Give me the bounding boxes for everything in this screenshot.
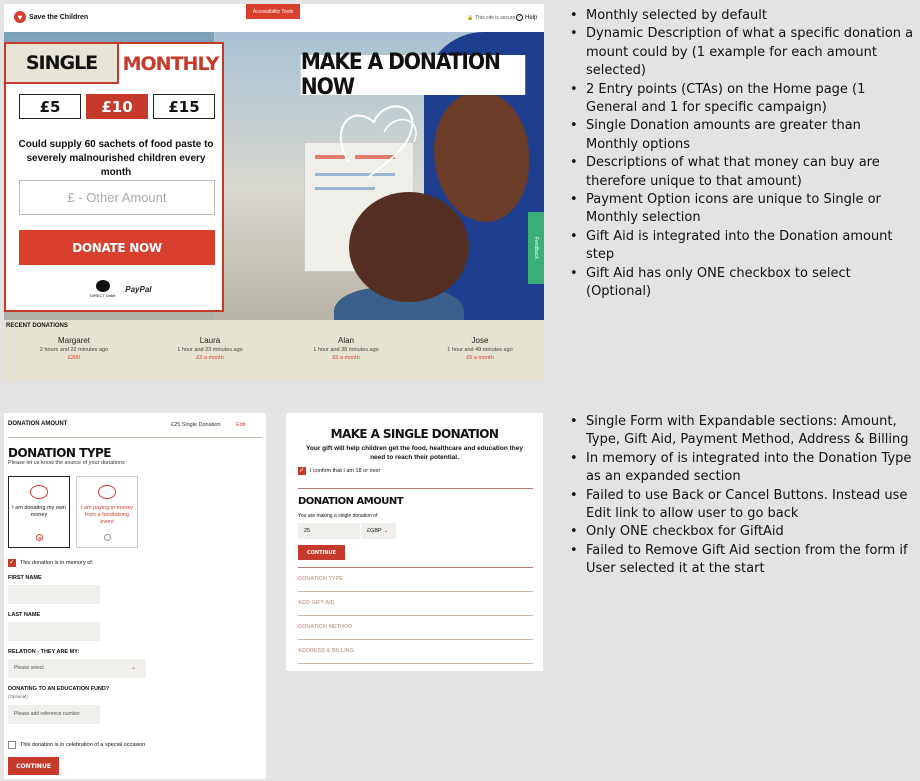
continue-button[interactable]: CONTINUE xyxy=(298,545,345,560)
divider xyxy=(298,615,533,616)
note-item: • Failed to use Back or Cancel Buttons. Instead use Edit link to allow user to go back xyxy=(570,487,916,524)
site-header xyxy=(4,4,544,32)
divider xyxy=(298,591,533,592)
age-confirm-label: I confirm that I am 18 or over xyxy=(310,468,381,474)
relation-select-value: Please select xyxy=(14,665,44,671)
option-own-money[interactable] xyxy=(8,476,70,548)
divider xyxy=(298,488,533,489)
currency-value: £GBP xyxy=(367,528,382,534)
frequency-tabs xyxy=(6,44,222,84)
divider xyxy=(298,567,533,568)
note-item: • Payment Option icons are unique to Single or Monthly selection xyxy=(570,191,916,228)
piggy-bank-icon xyxy=(30,485,48,499)
option-fundraising-radio[interactable] xyxy=(104,534,111,541)
donate-now-button[interactable]: DONATE NOW xyxy=(19,230,215,265)
last-name-label: LAST NAME xyxy=(8,612,41,618)
amount-summary: £25 Single Donation xyxy=(171,422,221,428)
donation-amount: £2 a month xyxy=(196,355,224,361)
help-link[interactable] xyxy=(516,14,537,21)
donation-type-screenshot xyxy=(4,413,266,779)
amount-option-5[interactable]: £5 xyxy=(19,94,81,119)
cake-icon xyxy=(98,485,116,499)
single-donation-screenshot xyxy=(286,413,543,671)
logo-text: Save the Children xyxy=(29,13,89,21)
amount-description: Could supply 60 sachets of food paste to severely malnourished children every month xyxy=(18,139,214,178)
secure-text: This site is secure xyxy=(475,15,516,21)
note-item: • Descriptions of what that money can buy are therefore unique to that amount) xyxy=(570,154,916,191)
lock-icon: 🔒 xyxy=(467,15,474,21)
edit-link[interactable]: Edit xyxy=(236,422,246,428)
reference-number-input[interactable] xyxy=(8,705,100,724)
donation-type-title: DONATION TYPE xyxy=(8,446,111,460)
direct-debit-label: DIRECT Debit xyxy=(90,293,116,298)
age-confirm-checkbox[interactable] xyxy=(298,467,306,475)
relation-select[interactable] xyxy=(8,659,146,678)
notes-top-list xyxy=(570,7,916,302)
relation-label: RELATION - THEY ARE MY: xyxy=(8,649,80,655)
heart-doodle xyxy=(329,92,439,182)
donation-time: 1 hour and 23 minutes ago xyxy=(177,347,243,353)
hero-baby xyxy=(349,192,469,302)
accessibility-tools-button[interactable]: Accessibility Tools xyxy=(246,4,300,19)
site-logo[interactable] xyxy=(14,11,88,23)
recent-donations xyxy=(4,320,544,381)
celebration-checkbox[interactable] xyxy=(8,741,16,749)
note-item: • Gift Aid is integrated into the Donation amount step xyxy=(570,228,916,265)
help-label: Help xyxy=(525,14,538,21)
donation-amount-subtitle: You are making a single donation of xyxy=(298,513,378,519)
help-icon: ? xyxy=(516,14,523,21)
single-donation-subtitle: Your gift will help children get the food, healthcare and education they need to reach their potential. xyxy=(306,445,523,461)
section-label-amount: DONATION AMOUNT xyxy=(8,421,68,427)
section-donation-type[interactable]: DONATION TYPE xyxy=(298,576,343,582)
tab-monthly[interactable]: MONTHLY xyxy=(119,44,222,84)
donation-amount: £5 a month xyxy=(466,355,494,361)
amount-input[interactable]: 25 xyxy=(298,523,360,539)
note-item: • Gift Aid has only ONE checkbox to select (Optional) xyxy=(570,265,916,302)
note-item: • Single Donation amounts are greater than Monthly options xyxy=(570,117,916,154)
in-memory-checkbox[interactable] xyxy=(8,559,16,567)
tab-single[interactable]: SINGLE xyxy=(6,44,119,84)
amount-option-10[interactable]: £10 xyxy=(86,94,148,119)
donation-amount-title: DONATION AMOUNT xyxy=(298,496,404,507)
amount-options xyxy=(19,94,215,119)
last-name-input[interactable] xyxy=(8,622,100,641)
note-item: • Dynamic Description of what a specific donation a mount could by (1 example for each amount selected) xyxy=(570,25,916,80)
donation-time: 1 hour and 49 minutes ago xyxy=(447,347,513,353)
option-fundraising[interactable] xyxy=(76,476,138,548)
hero-headline: MAKE A DONATION NOW xyxy=(301,55,525,95)
note-item: • 2 Entry points (CTAs) on the Home page (1 General and 1 for specific campaign) xyxy=(570,81,916,118)
donation-type-subtitle: Please let us know the source of your donations xyxy=(8,460,125,466)
divider xyxy=(298,663,533,664)
note-item: • Single Form with Expandable sections: Amount, Type, Gift Aid, Payment Method, Address & Billing xyxy=(570,413,916,450)
section-gift-aid[interactable]: ADD GIFT AID xyxy=(298,600,335,606)
note-item: • Only ONE checkbox for GiftAid xyxy=(570,523,916,541)
donation-amount: £200 xyxy=(67,355,81,361)
feedback-tab[interactable]: Feedback xyxy=(528,212,544,284)
donation-time: 1 hour and 38 minutes ago xyxy=(313,347,379,353)
option-fundraising-label: I am paying in money from a fundraising event xyxy=(80,505,134,525)
section-donation-method[interactable]: DONATION METHOD xyxy=(298,624,353,630)
recent-donation-item xyxy=(140,336,280,361)
in-memory-label: This donation is in memory of: xyxy=(20,560,94,566)
optional-label: (Optional) xyxy=(8,694,28,699)
education-fund-label: DONATING TO AN EDUCATION FUND? xyxy=(8,686,110,692)
section-address-billing[interactable]: ADDRESS & BILLING xyxy=(298,648,354,654)
currency-select[interactable] xyxy=(360,523,396,539)
first-name-input[interactable] xyxy=(8,585,100,604)
direct-debit-icon xyxy=(90,280,115,298)
single-donation-title: MAKE A SINGLE DONATION xyxy=(330,427,499,441)
donor-name: Jose xyxy=(471,336,489,345)
payment-icons xyxy=(90,280,152,298)
other-amount-input[interactable]: £ - Other Amount xyxy=(19,180,215,215)
donor-name: Laura xyxy=(199,336,221,345)
option-own-money-label: I am donating my own money xyxy=(12,505,66,518)
divider xyxy=(8,437,262,438)
home-page-screenshot xyxy=(4,4,544,381)
chevron-down-icon: ⌄ xyxy=(130,665,136,671)
continue-button[interactable]: CONTINUE xyxy=(8,757,59,775)
amount-option-15[interactable]: £15 xyxy=(153,94,215,119)
hero-banner xyxy=(4,32,544,320)
note-item: • Failed to Remove Gift Aid section from the form if User selected it at the start xyxy=(570,542,916,579)
donor-name: Margaret xyxy=(57,336,90,345)
recent-donation-item xyxy=(276,336,416,361)
donation-time: 2 hours and 22 minutes ago xyxy=(39,347,109,353)
note-item: • Monthly selected by default xyxy=(570,7,916,25)
option-own-money-radio[interactable] xyxy=(36,534,43,541)
recent-donations-title: RECENT DONATIONS xyxy=(6,323,68,329)
donation-widget xyxy=(4,42,224,312)
paypal-icon: PayPal xyxy=(125,284,152,294)
celebration-label: This donation is in celebration of a special occasion xyxy=(20,742,146,748)
note-item: • In memory of is integrated into the Donation Type as an expanded section xyxy=(570,450,916,487)
chevron-down-icon: ⌄ xyxy=(383,528,389,534)
first-name-label: FIRST NAME xyxy=(8,575,42,581)
recent-donation-item xyxy=(410,336,544,361)
recent-donation-item xyxy=(4,336,144,361)
reference-placeholder: Please add reference number xyxy=(14,711,80,717)
notes-bottom-list xyxy=(570,413,916,579)
donation-amount: £5 a month xyxy=(332,355,360,361)
secure-indicator xyxy=(467,15,515,21)
donor-name: Alan xyxy=(337,336,354,345)
divider xyxy=(298,639,533,640)
logo-icon: ♥ xyxy=(14,11,26,23)
